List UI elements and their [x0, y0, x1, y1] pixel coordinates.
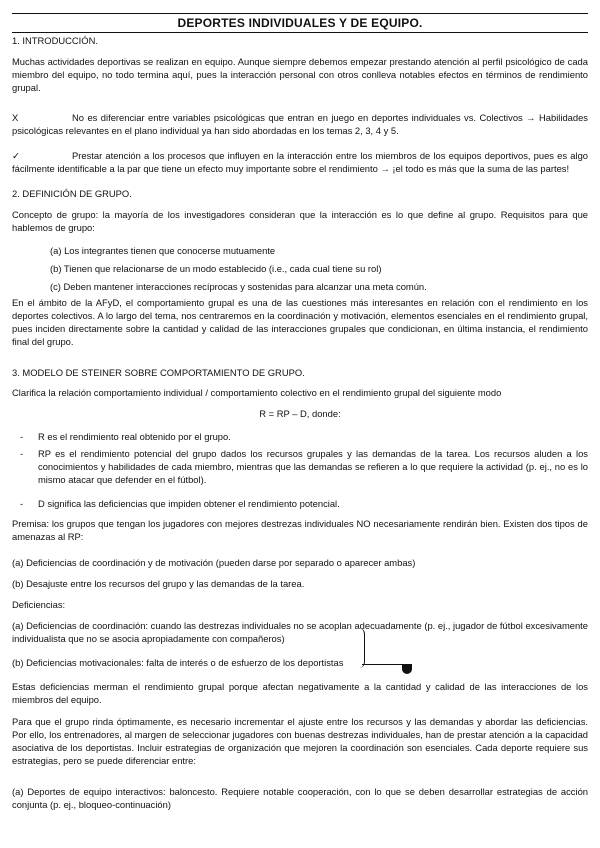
bullet-dash: -	[20, 498, 24, 509]
paragraph: Concepto de grupo: la mayoría de los investigadores consideran que la interacción es lo que define al grupo. Requisitos para que hablemos de grupo:	[12, 209, 588, 233]
list-item: (b) Deficiencias motivacionales: falta de interés o de esfuerzo de los deportistas	[12, 657, 344, 668]
paragraph: En el ámbito de la AFyD, el comportamiento grupal es una de las cuestiones más interesantes en relación con el rendimiento en los deportes colectivos. A lo largo del tema, nos centraremos en la coordinación y motivación, elementos esenciales en el rendimiento grupal, pues inciden directamente sobre la cantidad y calidad de las interacciones grupales que condicionan, en última instancia, el rendimiento final del grupo.	[12, 297, 588, 347]
x-mark: X	[12, 112, 19, 123]
bullet-dash: -	[20, 448, 24, 459]
brace-connector	[356, 628, 365, 668]
list-item: (a) Deficiencias de coordinación: cuando las destrezas individuales no se acoplan adecuadamente (p. ej., jugador de fútbol excesivamente individualista que no se asocia apropiadamente con compañeros)	[12, 620, 588, 644]
list-item: (a) Deficiencias de coordinación y de motivación (pueden darse por separado o aparecer ambas)	[12, 557, 416, 568]
paragraph: Premisa: los grupos que tengan los jugadores con mejores destrezas individuales NO necesariamente rendirán bien. Existen dos tipos de amenazas al RP:	[12, 518, 588, 542]
paragraph: Prestar atención a los procesos que influyen en la interacción entre los miembros de los equipos deportivos, pues es algo fácilmente identificable a la par que tiene un efecto muy importante sobre el rendimiento → ¡el todo es más que la suma de las partes!	[12, 150, 588, 174]
bullet-dash: -	[20, 431, 24, 442]
list-item: (b) Desajuste entre los recursos del grupo y las demandas de la tarea.	[12, 578, 305, 589]
list-item: RP es el rendimiento potencial del grupo dados los recursos grupales y las demandas de la tarea. Los recursos aluden a los conocimientos y habilidades de cada miembro, mientras que las demandas se refieren a lo que requiere la actividad (p. ej., no es lo mismo atacar que defender en el fútbol).	[38, 448, 588, 485]
list-item: D significa las deficiencias que impiden obtener el rendimiento potencial.	[38, 498, 340, 509]
list-item: (c) Deben mantener interacciones recíprocas y sostenidas para alcanzar una meta común.	[50, 281, 427, 292]
check-mark: ✓	[12, 150, 20, 161]
paragraph: Para que el grupo rinda óptimamente, es necesario incrementar el ajuste entre los recursos y las demandas y abordar las deficiencias. Por ello, los entrenadores, al margen de seleccionar jugadores con buenas destrezas individuales, han de prestar atención a la capacidad asociativa de los deportistas. Incluir estrategias de organización que mejoren la coordinación son esenciales. Cada deporte requiere sus estrategias, pero se puede diferenciar entre:	[12, 716, 588, 766]
paragraph: No es diferenciar entre variables psicológicas que entran en juego en deportes individuales vs. Colectivos → Habilidades psicológicas relevantes en el plano individual ya han sido abordadas en los temas 2, 3, 4 y 5.	[12, 112, 588, 136]
paragraph: Estas deficiencias merman el rendimiento grupal porque afectan negativamente a la cantidad y calidad de las interacciones de los miembros del equipo.	[12, 681, 588, 705]
formula: R = RP – D, donde:	[259, 408, 341, 419]
paragraph: (a) Deportes de equipo interactivos: baloncesto. Requiere notable cooperación, con lo que se deben desarrollar estrategias de acción conjunta (p. ej., bloqueo-continuación)	[12, 786, 588, 810]
section-heading-introduccion: 1. INTRODUCCIÓN.	[12, 35, 98, 46]
paragraph: Muchas actividades deportivas se realizan en equipo. Aunque siempre debemos empezar prestando atención al perfil psicológico de cada miembro del equipo, no todo termina aquí, pues la interacción personal con otros conlleva notables efectos en términos de rendimiento grupal.	[12, 56, 588, 93]
page-title: DEPORTES INDIVIDUALES Y DE EQUIPO.	[12, 13, 588, 33]
arrowhead-icon	[402, 664, 412, 674]
list-item: R es el rendimiento real obtenido por el grupo.	[38, 431, 231, 442]
paragraph: Clarifica la relación comportamiento individual / comportamiento colectivo en el rendimiento grupal del siguiente modo	[12, 387, 502, 398]
section-heading-modelo-steiner: 3. MODELO DE STEINER SOBRE COMPORTAMIENTO DE GRUPO.	[12, 367, 305, 378]
section-heading-definicion: 2. DEFINICIÓN DE GRUPO.	[12, 188, 132, 199]
subheading-deficiencias: Deficiencias:	[12, 599, 66, 610]
list-item: (a) Los integrantes tienen que conocerse mutuamente	[50, 245, 276, 256]
list-item: (b) Tienen que relacionarse de un modo establecido (i.e., cada cual tiene su rol)	[50, 263, 382, 274]
